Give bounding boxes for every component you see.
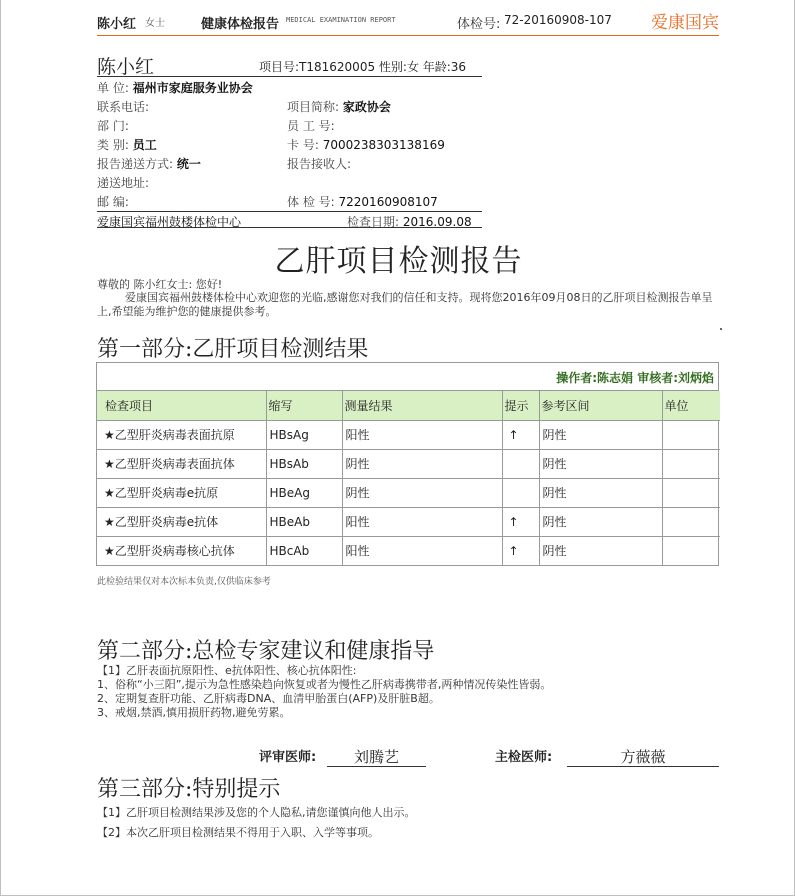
section1-title: 第一部分:乙肝项目检测结果: [97, 337, 369, 362]
info-postcode: 邮 编:: [97, 195, 129, 209]
table-row: [97, 420, 720, 449]
cell-ref: 阴性: [539, 449, 662, 478]
col-header-abbr: 缩写: [266, 391, 342, 420]
table-header-row: [97, 391, 720, 420]
info-divider: [97, 211, 482, 212]
table-row: [97, 478, 720, 507]
advice-line: 【1】乙肝表面抗原阳性、e抗体阳性、核心抗体阳性:: [97, 664, 357, 677]
info-staff-no: 员 工 号:: [287, 119, 335, 133]
info-exam-no: 体 检 号: 7220160908107: [287, 195, 438, 209]
cell-unit: [662, 536, 720, 565]
info-category: 类 别: 员工: [97, 138, 157, 152]
cell-result: 阳性: [342, 536, 502, 565]
cell-result: 阳性: [342, 507, 502, 536]
info-unit: 单 位: 福州市家庭服务业协会: [97, 81, 253, 95]
page-header: [97, 8, 719, 36]
cell-result: 阳性: [342, 420, 502, 449]
cell-unit: [662, 420, 720, 449]
advice-line: 2、定期复查肝功能、乙肝病毒DNA、血清甲胎蛋白(AFP)及肝脏B超。: [97, 692, 440, 705]
reviewer-signature: 刘腾艺: [353, 748, 399, 766]
cell-abbr: HBcAb: [266, 536, 342, 565]
col-header-result: 测量结果: [342, 391, 502, 420]
info-project-abbr: 项目简称: 家政协会: [287, 100, 391, 114]
cell-ref: 阴性: [539, 507, 662, 536]
header-exam-no: 72-20160908-107: [504, 13, 612, 27]
header-gender: 女士: [145, 18, 165, 29]
cell-ref: 阴性: [539, 478, 662, 507]
cell-result: 阴性: [342, 449, 502, 478]
col-header-item: 检查项目: [97, 391, 266, 420]
col-header-flag: 提示: [502, 391, 539, 420]
reviewer-label: 评审医师:: [259, 750, 317, 765]
chief-signature: 方薇薇: [620, 748, 666, 766]
patient-name: 陈小红: [97, 56, 155, 78]
patient-meta: 项目号:T181620005 性别:女 年龄:36: [259, 60, 467, 74]
tip-line: 【1】乙肝项目检测结果涉及您的个人隐私,请您谨慎向他人出示。: [97, 806, 416, 819]
header-patient-name: 陈小红: [97, 17, 137, 32]
info-exam-date: 检查日期: 2016.09.08: [347, 215, 472, 229]
cell-flag: ↑: [502, 507, 539, 536]
table-note: 此检验结果仅对本次标本负责,仅供临床参考: [97, 577, 271, 587]
cell-item: ★乙型肝炎病毒核心抗体: [97, 536, 266, 565]
section3-title: 第三部分:特别提示: [97, 777, 281, 802]
cell-flag: [502, 478, 539, 507]
advice-line: 3、戒烟,禁酒,慎用损肝药物,避免劳累。: [97, 706, 291, 719]
table-row: [97, 536, 720, 565]
cell-ref: 阴性: [539, 536, 662, 565]
cell-abbr: HBsAg: [266, 420, 342, 449]
header-exam-no-label: 体检号:: [457, 17, 501, 32]
stray-dot: [720, 328, 722, 330]
col-header-ref: 参考区间: [539, 391, 662, 420]
info-phone: 联系电话:: [97, 100, 150, 114]
table-row: [97, 507, 720, 536]
cell-result: 阴性: [342, 478, 502, 507]
col-header-unit: 单位: [662, 391, 720, 420]
header-report-title-en: MEDICAL EXAMINATION REPORT: [286, 16, 396, 24]
cell-unit: [662, 507, 720, 536]
cell-item: ★乙型肝炎病毒e抗体: [97, 507, 266, 536]
brand-logo-text: 爱康国宾: [651, 13, 719, 33]
info-center: 爱康国宾福州鼓楼体检中心: [97, 215, 242, 229]
info-receiver: 报告接收人:: [287, 157, 352, 171]
patient-info-block: [97, 76, 482, 228]
intro-paragraph: 爱康国宾福州鼓楼体检中心欢迎您的光临,感谢您对我们的信任和支持。现将您2016年09月08日的乙肝项目检测报告单呈上,希望能为维护您的健康提供参考。: [97, 291, 713, 318]
info-delivery: 报告递送方式: 统一: [97, 157, 201, 171]
cell-flag: [502, 449, 539, 478]
cell-flag: ↑: [502, 420, 539, 449]
cell-item: ★乙型肝炎病毒表面抗原: [97, 420, 266, 449]
cell-flag: ↑: [502, 536, 539, 565]
document-title: 乙肝项目检测报告: [274, 244, 523, 279]
cell-abbr: HBeAb: [266, 507, 342, 536]
results-grid: [97, 391, 720, 565]
cell-abbr: HBsAb: [266, 449, 342, 478]
cell-item: ★乙型肝炎病毒e抗原: [97, 478, 266, 507]
info-address: 递送地址:: [97, 176, 150, 190]
cell-ref: 阴性: [539, 420, 662, 449]
cell-unit: [662, 449, 720, 478]
cell-unit: [662, 478, 720, 507]
operators-line: 操作者:陈志娟 审核者:刘炳焰: [97, 363, 718, 391]
advice-line: 1、俗称“小三阳”,提示为急性感染趋向恢复或者为慢性乙肝病毒携带者,两种情况传染性皆弱。: [97, 678, 552, 691]
tip-line: 【2】本次乙肝项目检测结果不得用于入职、入学等事项。: [97, 826, 379, 839]
chief-label: 主检医师:: [495, 750, 553, 765]
header-report-title: 健康体检报告: [201, 17, 280, 32]
info-dept: 部 门:: [97, 119, 129, 133]
advice-block: [97, 664, 719, 720]
section2-title: 第二部分:总检专家建议和健康指导: [97, 639, 435, 664]
results-table: [96, 362, 719, 566]
greeting: 尊敬的 陈小红女士: 您好!: [97, 278, 223, 291]
info-card: 卡 号: 7000238303138169: [287, 138, 445, 152]
table-row: [97, 449, 720, 478]
cell-item: ★乙型肝炎病毒表面抗体: [97, 449, 266, 478]
cell-abbr: HBeAg: [266, 478, 342, 507]
tips-block: [97, 803, 416, 843]
